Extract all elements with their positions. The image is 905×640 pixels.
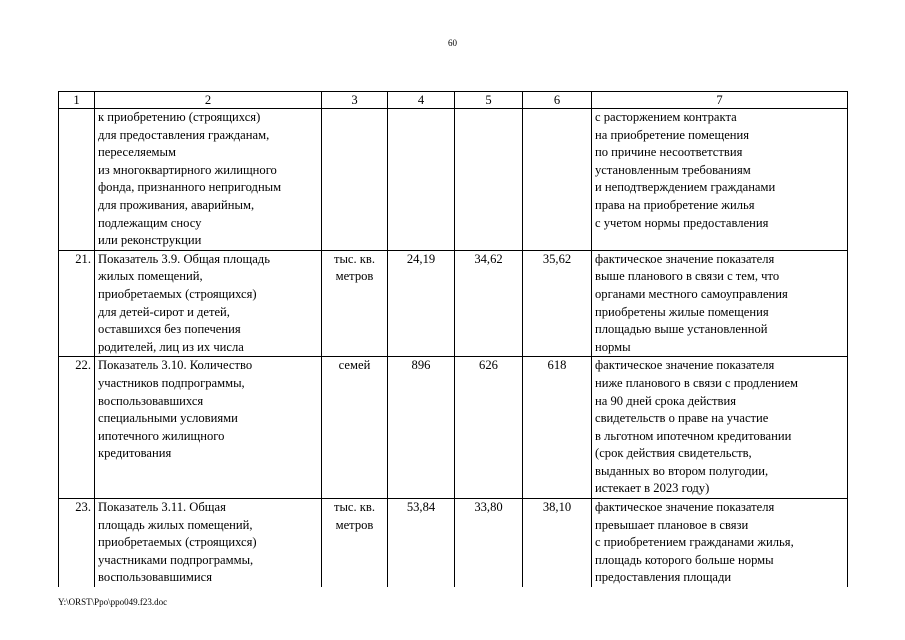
page-number: 60 — [448, 38, 457, 48]
text-line: выданных во втором полугодии, — [595, 463, 769, 478]
text-line: превышает плановое в связи — [595, 517, 749, 532]
text-line: для проживания, аварийным, — [98, 197, 255, 212]
table-row — [59, 499, 848, 587]
text-line: с приобретением гражданами жилья, — [595, 535, 794, 550]
text-line: с расторжением контракта — [595, 110, 737, 124]
cell-col6: 618 — [523, 357, 592, 499]
text-line: права на приобретение жилья — [595, 197, 755, 212]
cell-unit — [322, 499, 388, 587]
text-line: площадь жилых помещений, — [98, 517, 253, 532]
text-line: тыс. кв. — [333, 251, 376, 266]
text-line: к приобретению (строящихся) — [98, 110, 261, 124]
text-line: переселяемым — [98, 145, 176, 160]
cell-num: 22. — [59, 357, 95, 499]
text-line: тыс. кв. — [333, 500, 376, 515]
cell-unit — [322, 357, 388, 499]
cell-num — [59, 109, 95, 251]
table-row — [59, 250, 848, 357]
cell-name — [95, 109, 322, 251]
text-line: площадь которого больше нормы — [595, 552, 774, 567]
text-line: участников подпрограммы, — [98, 375, 245, 390]
text-line: участниками подпрограммы, — [98, 552, 254, 567]
header-cell: 3 — [322, 92, 388, 109]
text-line: установленным требованиям — [595, 162, 751, 177]
text-line: в льготном ипотечном кредитовании — [595, 428, 792, 443]
table-header-row — [59, 92, 848, 109]
text-line: родителей, лиц из их числа — [98, 339, 244, 354]
cell-col4: 24,19 — [388, 250, 455, 357]
cell-name — [95, 499, 322, 587]
text-line: кредитования — [98, 446, 172, 461]
text-line: на 90 дней срока действия — [595, 393, 737, 408]
text-line: оставшихся без попечения — [98, 322, 241, 337]
cell-col5: 33,80 — [455, 499, 523, 587]
cell-col6 — [523, 109, 592, 251]
text-line: по причине несоответствия — [595, 145, 743, 160]
cell-num: 21. — [59, 250, 95, 357]
text-line: фонда, признанного непригодным — [98, 180, 282, 195]
header-cell: 4 — [388, 92, 455, 109]
text-line: ипотечного жилищного — [98, 428, 225, 443]
text-line: метров — [335, 269, 374, 284]
cell-col5: 34,62 — [455, 250, 523, 357]
cell-name — [95, 250, 322, 357]
cell-comment — [592, 250, 848, 357]
cell-col4: 53,84 — [388, 499, 455, 587]
text-line: семей — [338, 358, 371, 373]
text-line: или реконструкции — [98, 233, 202, 248]
cell-num: 23. — [59, 499, 95, 587]
text-line: с учетом нормы предоставления — [595, 215, 769, 230]
cell-col6: 38,10 — [523, 499, 592, 587]
text-line: фактическое значение показателя — [595, 251, 775, 266]
text-line: Показатель 3.9. Общая площадь — [98, 251, 270, 266]
cell-unit — [322, 250, 388, 357]
text-line: специальными условиями — [98, 411, 238, 426]
text-line: для предоставления гражданам, — [98, 127, 270, 142]
text-line: Показатель 3.10. Количество — [98, 358, 253, 373]
cell-col4 — [388, 109, 455, 251]
cell-comment — [592, 499, 848, 587]
text-line: приобретаемых (строящихся) — [98, 286, 257, 301]
text-line: приобретаемых (строящихся) — [98, 535, 257, 550]
cell-comment — [592, 109, 848, 251]
cell-col4: 896 — [388, 357, 455, 499]
text-line: свидетельств о праве на участие — [595, 411, 769, 426]
indicators-table — [58, 91, 848, 587]
header-cell: 5 — [455, 92, 523, 109]
text-line: истекает в 2023 году) — [595, 481, 710, 496]
text-line: фактическое значение показателя — [595, 500, 775, 515]
header-cell: 7 — [592, 92, 848, 109]
text-line: жилых помещений, — [98, 269, 203, 284]
header-cell: 2 — [95, 92, 322, 109]
header-cell: 6 — [523, 92, 592, 109]
text-line: из многоквартирного жилищного — [98, 162, 277, 177]
text-line: метров — [335, 517, 374, 532]
text-line: воспользовавшихся — [98, 393, 204, 408]
text-line: предоставления площади — [595, 570, 732, 585]
text-line: и неподтверждением гражданами — [595, 180, 776, 195]
cell-name — [95, 357, 322, 499]
text-line: площадью выше установленной — [595, 322, 768, 337]
file-path-footer: Y:\ORST\Ppo\ppo049.f23.doc — [58, 597, 168, 607]
text-line: приобретены жилые помещения — [595, 304, 769, 319]
text-line: на приобретение помещения — [595, 127, 750, 142]
text-line: воспользовавшимися — [98, 570, 213, 585]
table-row-continuation — [59, 109, 848, 251]
cell-unit — [322, 109, 388, 251]
text-line: нормы — [595, 339, 631, 354]
text-line: выше планового в связи с тем, что — [595, 269, 780, 284]
text-line: фактическое значение показателя — [595, 358, 775, 373]
cell-col6: 35,62 — [523, 250, 592, 357]
table-row — [59, 357, 848, 499]
cell-col5 — [455, 109, 523, 251]
text-line: для детей-сирот и детей, — [98, 304, 230, 319]
header-cell: 1 — [59, 92, 95, 109]
text-line: (срок действия свидетельств, — [595, 446, 752, 461]
text-line: органами местного самоуправления — [595, 286, 788, 301]
text-line: подлежащим сносу — [98, 215, 202, 230]
cell-comment — [592, 357, 848, 499]
cell-col5: 626 — [455, 357, 523, 499]
text-line: Показатель 3.11. Общая — [98, 500, 226, 515]
text-line: ниже планового в связи с продлением — [595, 375, 799, 390]
